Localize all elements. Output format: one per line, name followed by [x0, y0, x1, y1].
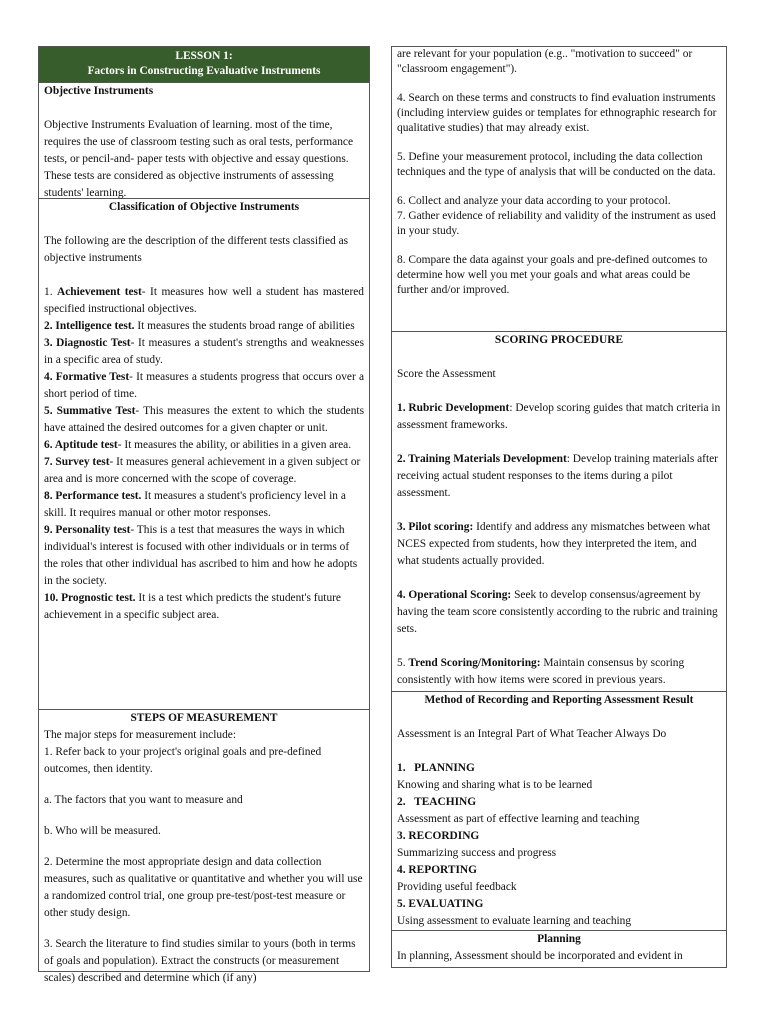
step-1: 1. Refer back to your project's original goals and pre-defined outcomes, then identity.: [44, 746, 322, 775]
step-2: 2. Determine the most appropriate design and data collection measures, such as qualitative or quantitative and whether you will use a randomized control trial, one group pre-test/post-test measure or other study design.: [44, 856, 363, 919]
steps-continued-section: [392, 47, 726, 332]
step-6: 6. Collect and analyze your data according to your protocol.: [397, 195, 671, 207]
steps-intro: The major steps for measurement include:: [44, 729, 236, 741]
list-item: 10. Prognostic test. It is a test which predicts the student's future achievement in a specific subject area.: [44, 592, 341, 621]
list-item: 5. Summative Test- This measures the extent to which the students have attained the desired outcomes for a given chapter or unit.: [44, 405, 365, 434]
scoring-item: 1. Rubric Development: Develop scoring guides that match criteria in assessment frameworks.: [397, 402, 721, 431]
lesson-number: LESSON 1:: [175, 50, 233, 62]
method-item-title: 3. RECORDING: [397, 830, 480, 842]
planning-text: In planning, Assessment should be incorporated and evident in: [397, 950, 683, 962]
scoring-item: 5. Trend Scoring/Monitoring: Maintain consensus by scoring consistently with how items were scored in previous years.: [397, 657, 685, 686]
scoring-section: [392, 332, 726, 692]
objective-section: [39, 83, 369, 199]
method-intro: Assessment is an Integral Part of What Teacher Always Do: [397, 728, 667, 740]
method-item-title: 5. EVALUATING: [397, 898, 484, 910]
method-list: [397, 760, 721, 930]
method-item-title: 2. TEACHING: [397, 796, 477, 808]
method-item-desc: Providing useful feedback: [397, 881, 517, 893]
planning-heading: Planning: [537, 933, 581, 945]
list-item: 3. Diagnostic Test- It measures a student's strengths and weaknesses in a specific area of study.: [44, 337, 364, 366]
right-column: [391, 46, 727, 968]
list-item: 6. Aptitude test- It measures the ability, or abilities in a given area.: [44, 439, 352, 451]
planning-section: [392, 931, 726, 965]
method-item-title: 1. PLANNING: [397, 762, 475, 774]
lesson-title: Factors in Constructing Evaluative Instruments: [87, 65, 321, 77]
step-1a: a. The factors that you want to measure and: [44, 794, 243, 806]
scoring-intro: Score the Assessment: [397, 368, 496, 380]
classification-intro: The following are the description of the different tests classified as objective instruments: [44, 235, 349, 264]
method-heading: Method of Recording and Reporting Assessment Result: [424, 694, 694, 706]
steps-heading: STEPS OF MEASUREMENT: [130, 712, 278, 724]
list-item: 8. Performance test. It measures a student's proficiency level in a skill. It requires manual or other motor responses.: [44, 490, 346, 519]
objective-text: Objective Instruments Evaluation of learning. most of the time, requires the use of classroom testing such as oral tests, performance tests, or pencil-and- paper tests with objective and essay questions. These tests are considered as objective instruments of assessing students' learning.: [44, 119, 354, 199]
classification-heading: Classification of Objective Instruments: [108, 201, 300, 213]
method-item-title: 4. REPORTING: [397, 864, 477, 876]
list-item: 9. Personality test- This is a test that measures the ways in which individual's interest is focused with other individuals or in terms of the roles that other individual has ascribed to him and how he adopts in the society.: [44, 524, 358, 587]
list-item: 1. Achievement test- It measures how well a student has mastered specified instructional objectives.: [44, 286, 365, 315]
method-section: [392, 692, 726, 931]
list-item: 4. Formative Test- It measures a students progress that occurs over a short period of time.: [44, 371, 364, 400]
scoring-heading: SCORING PROCEDURE: [494, 334, 624, 346]
list-item: 7. Survey test- It measures general achievement in a given subject or area and is more concerned with the scope of coverage.: [44, 456, 361, 485]
classification-list: [44, 284, 364, 624]
method-item-desc: Knowing and sharing what is to be learned: [397, 779, 593, 791]
objective-heading: Objective Instruments: [44, 85, 154, 97]
step-5: 5. Define your measurement protocol, including the data collection techniques and the type of analysis that will be conducted on the data.: [397, 151, 716, 178]
step-8: 8. Compare the data against your goals and pre-defined outcomes to determine how well you met your goals and what areas could be further and/or improved.: [397, 254, 708, 296]
step-7: 7. Gather evidence of reliability and validity of the instrument as used in your study.: [397, 210, 716, 237]
lesson-header: [39, 47, 369, 83]
step-1b: b. Who will be measured.: [44, 825, 161, 837]
step-4: 4. Search on these terms and constructs to find evaluation instruments (including interview guides or templates for ethnographic research for qualitative studies) that may already exist.: [397, 92, 717, 134]
scoring-item: 3. Pilot scoring: Identify and address any mismatches between what NCES expected from students, how they interpreted the item, and what students actually provided.: [397, 521, 711, 567]
method-item-desc: Using assessment to evaluate learning and teaching: [397, 915, 632, 927]
classification-section: [39, 199, 369, 710]
step-3-cont: are relevant for your population (e.g.. "motivation to succeed" or "classroom engagement").: [397, 48, 693, 75]
steps-section: [39, 710, 369, 987]
step-3: 3. Search the literature to find studies similar to yours (both in terms of goals and population). Extract the constructs (or measurement scales) described and determine which (if any): [44, 938, 356, 984]
scoring-item: 4. Operational Scoring: Seek to develop consensus/agreement by having the team score consistently according to the rubric and training sets.: [397, 589, 718, 635]
method-item-desc: Summarizing success and progress: [397, 847, 557, 859]
method-item-desc: Assessment as part of effective learning and teaching: [397, 813, 640, 825]
list-item: 2. Intelligence test. It measures the students broad range of abilities: [44, 320, 355, 332]
scoring-item: 2. Training Materials Development: Develop training materials after receiving actual student responses to the items during a pilot assessment.: [397, 453, 718, 499]
left-column: [38, 46, 370, 984]
